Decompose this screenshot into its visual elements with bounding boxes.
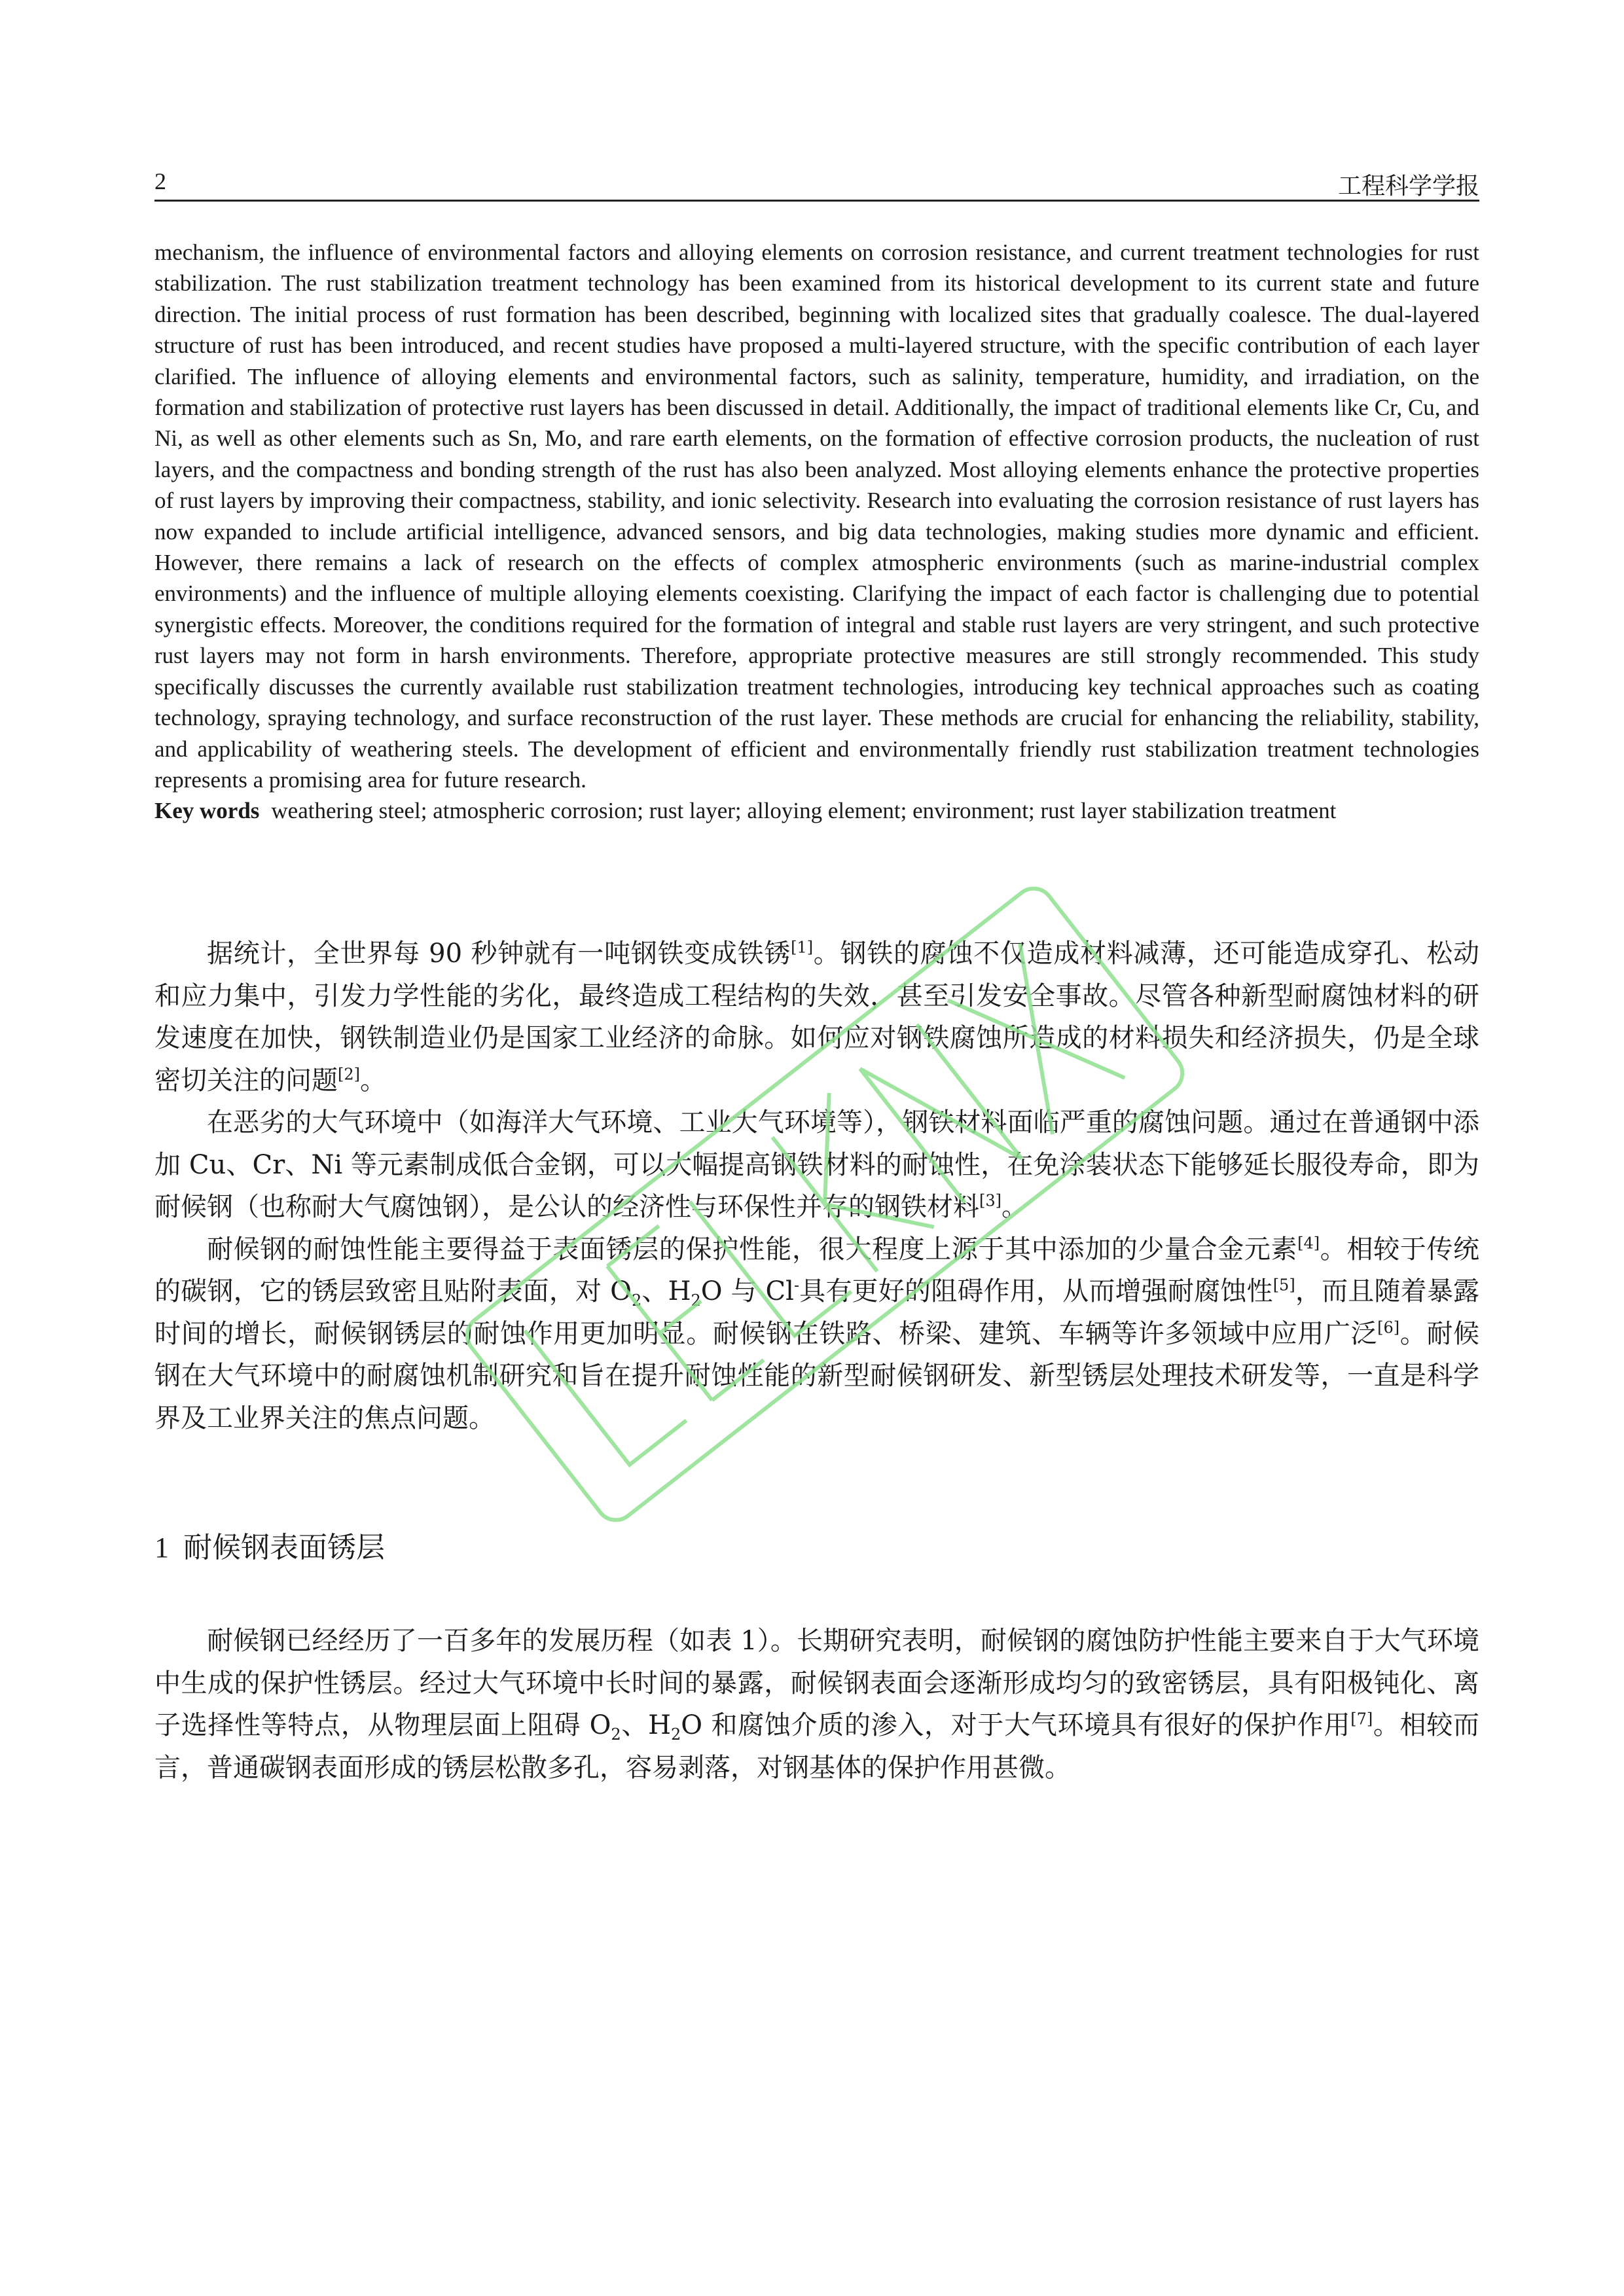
section-heading-1	[154, 1524, 385, 1566]
page-header	[154, 161, 1479, 202]
citation-2[interactable]: [2]	[338, 1065, 360, 1084]
section-title: 耐候钢表面锈层	[183, 1531, 385, 1564]
intro-paragraph-1: 据统计，全世界每 90 秒钟就有一吨钢铁变成铁锈[1]。钢铁的腐蚀不仅造成材料减薄，还可能造成穿孔、松动和应力集中，引发力学性能的劣化，最终造成工程结构的失效，甚至引发安全事故。尽管各种新型耐腐蚀材料的研发速度在加快，钢铁制造业仍是国家工业经济的命脉。如何应对钢铁腐蚀所造成的材料损失和经济损失，仍是全球密切关注的问题[2]。	[154, 938, 1480, 1096]
intro-paragraph-2: 在恶劣的大气环境中（如海洋大气环境、工业大气环境等），钢铁材料面临严重的腐蚀问题。通过在普通钢中添加 Cu、Cr、Ni 等元素制成低合金钢，可以大幅提高钢铁材料的耐蚀性，在免涂装状态下能够延长服役寿命，即为耐候钢（也称耐大气腐蚀钢），是公认的经济性与环保性并存的钢铁材料[3]。	[154, 1107, 1479, 1222]
introduction	[154, 933, 1479, 1439]
citation-6[interactable]: [6]	[1377, 1318, 1400, 1337]
abstract-text: mechanism, the influence of environmental factors and alloying elements on corrosion resistance, and current treatment technologies for rust stabilization. The rust stabilization treatment technology has been examined from its historical development to its current state and future direction. The initial process of rust formation has been described, beginning with localized sites that gradually coalesce. The dual-layered structure of rust has been introduced, and recent studies have proposed a multi-layered structure, with the specific contribution of each layer clarified. The influence of alloying elements and environmental factors, such as salinity, temperature, humidity, and irradiation, on the formation and stabilization of protective rust layers has been discussed in detail. Additionally, the impact of traditional elements like Cr, Cu, and Ni, as well as other elements such as Sn, Mo, and rare earth elements, on the formation of effective corrosion products, the nucleation of rust layers, and the compactness and bonding strength of the rust has also been analyzed. Most alloying elements enhance the protective properties of rust layers by improving their compactness, stability, and ionic selectivity. Research into evaluating the corrosion resistance of rust layers has now expanded to include artificial intelligence, advanced sensors, and big data technologies, making studies more dynamic and efficient. However, there remains a lack of research on the effects of complex atmospheric environments (such as marine-industrial complex environments) and the influence of multiple alloying elements coexisting. Clarifying the impact of each factor is challenging due to potential synergistic effects. Moreover, the conditions required for the formation of integral and stable rust layers are very stringent, and such protective rust layers may not form in harsh environments. Therefore, appropriate protective measures are still strongly recommended. This study specifically discusses the currently available rust stabilization treatment technologies, introducing key technical approaches such as coating technology, spraying technology, and surface reconstruction of the rust layer. These methods are crucial for enhancing the reliability, stability, and applicability of weathering steels. The development of efficient and environmentally friendly rust stabilization treatment technologies represents a promising area for future research.	[154, 240, 1479, 793]
section-number: 1	[154, 1532, 169, 1564]
section-1-body	[154, 1620, 1479, 1789]
intro-paragraph-3: 耐候钢的耐蚀性能主要得益于表面锈层的保护性能，很大程度上源于其中添加的少量合金元素[4]。相较于传统的碳钢，它的锈层致密且贴附表面，对 $O_2$、$H_2O$ 与 Cl-具有更好的阻碍作用，从而增强耐腐蚀性[5]，而且随着暴露时间的增长，耐候钢锈层的耐蚀作用更加明显。耐候钢在铁路、桥梁、建筑、车辆等许多领域中应用广泛[6]。耐候钢在大气环境中的耐腐蚀机制研究和旨在提升耐蚀性能的新型耐候钢研发、新型锈层处理技术研发等，一直是科学界及工业界关注的焦点问题。	[154, 1234, 1480, 1433]
keywords-label: Key words	[154, 798, 260, 824]
citation-3[interactable]: [3]	[979, 1191, 1001, 1210]
citation-1[interactable]: [1]	[791, 938, 814, 957]
keywords-text: weathering steel; atmospheric corrosion; rust layer; alloying element; environment; rust layer stabilization treatment	[271, 798, 1337, 824]
citation-4[interactable]: [4]	[1297, 1234, 1320, 1253]
citation-7[interactable]: [7]	[1350, 1710, 1373, 1729]
journal-title: 工程科学学报	[1337, 173, 1479, 199]
section-1-paragraph-1: 耐候钢已经经历了一百多年的发展历程（如表 1）。长期研究表明，耐候钢的腐蚀防护性能主要来自于大气环境中生成的保护性锈层。经过大气环境中长时间的暴露，耐候钢表面会逐渐形成均匀的致密锈层，具有阳极钝化、离子选择性等特点，从物理层面上阻碍 $O_2$、$H_2O$ 和腐蚀介质的渗入，对于大气环境具有很好的保护作用[7]。相较而言，普通碳钢表面形成的锈层松散多孔，容易剥落，对钢基体的保护作用甚微。	[154, 1626, 1479, 1783]
header-rule	[154, 200, 1479, 202]
citation-5[interactable]: [5]	[1272, 1276, 1295, 1295]
page-number: 2	[154, 168, 166, 194]
english-abstract	[154, 237, 1479, 827]
